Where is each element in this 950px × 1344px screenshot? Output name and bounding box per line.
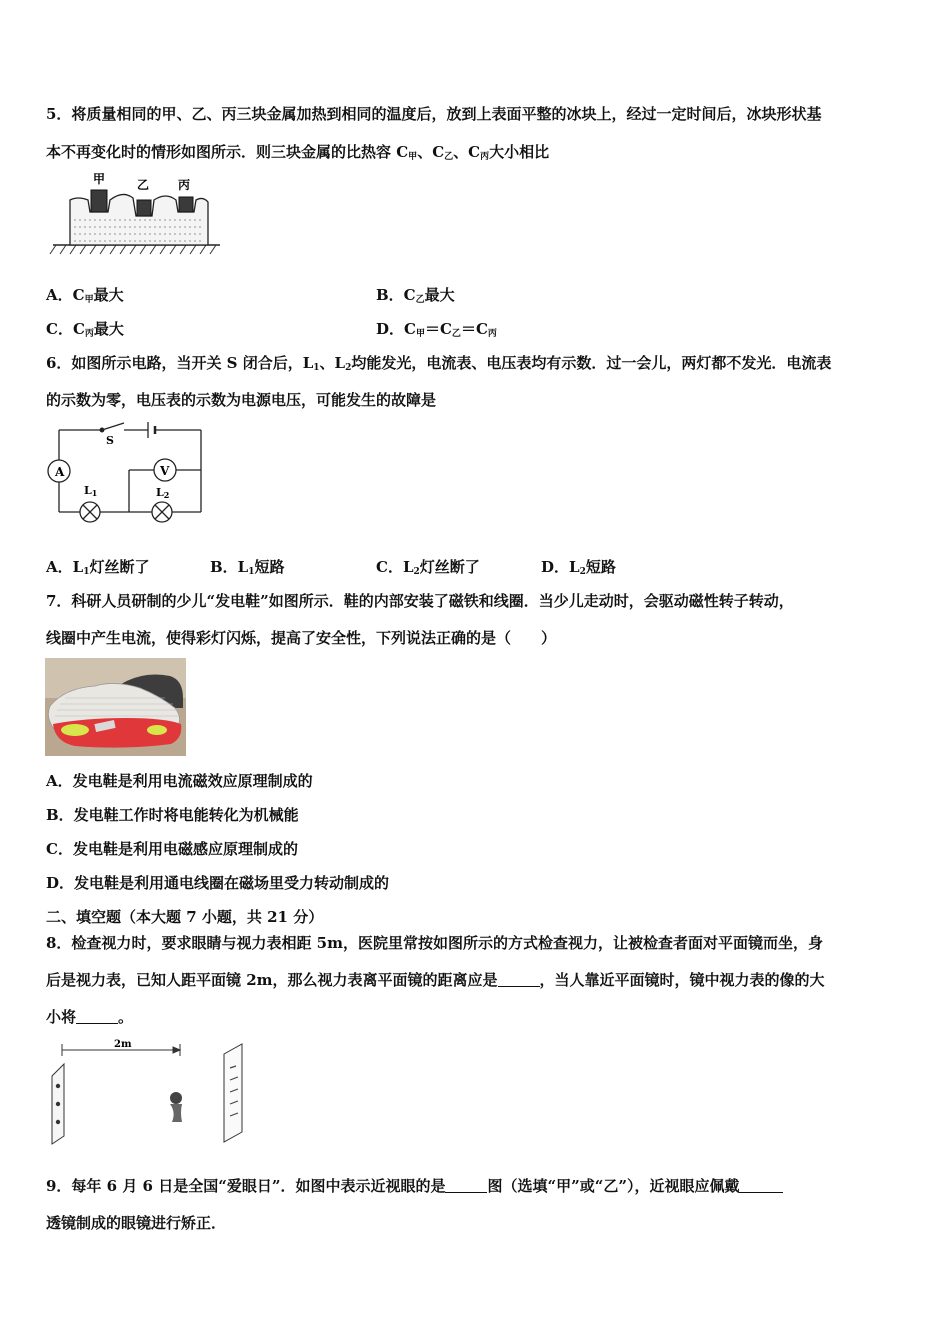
- q5-option-a[interactable]: A．$C_甲$最大: [46, 286, 124, 305]
- figure-label-jia: 甲: [93, 172, 106, 186]
- q7-option-b[interactable]: B．发电鞋工作时将电能转化为机械能: [46, 806, 299, 824]
- q6-circuit-figure: [44, 418, 206, 528]
- q7-option-a[interactable]: A．发电鞋是利用电流磁效应原理制成的: [46, 772, 313, 790]
- q8-answer-blank-2[interactable]: [76, 1010, 118, 1024]
- circuit-label-switch: S: [106, 434, 114, 447]
- q7-shoe-photo: [45, 658, 186, 756]
- q5-stem-line-1: 5．将质量相同的甲、乙、丙三块金属加热到相同的温度后，放到上表面平整的冰块上，经过一定时间后，冰块形状基: [46, 105, 822, 123]
- q8-mirror-figure: [44, 1036, 250, 1146]
- q9-answer-blank-1[interactable]: [445, 1179, 487, 1193]
- q6-stem-line-2: 的示数为零，电压表的示数为电源电压，可能发生的故障是: [46, 391, 437, 409]
- q5-option-d[interactable]: D．$C_甲=C_乙=C_丙$: [376, 320, 497, 339]
- q6-option-a[interactable]: A．$L_1$灯丝断了: [46, 558, 150, 577]
- q7-option-c[interactable]: C．发电鞋是利用电磁感应原理制成的: [46, 840, 298, 858]
- q9-stem-line-1: 9．每年 6 月 6 日是全国“爱眼日”．如图中表示近视眼的是 图（选填“甲”或“乙”），近视眼应佩戴: [46, 1175, 783, 1196]
- q6-stem-line-1: 6．如图所示电路，当开关 S 闭合后，$L_1$、$L_2$均能发光，电流表、电压表均有示数．过一会儿，两灯都不发光．电流表: [46, 354, 832, 373]
- q5-option-b[interactable]: B．$C_乙$最大: [376, 286, 455, 305]
- q8-stem-line-3: 小将 。: [46, 1008, 134, 1026]
- q9-answer-blank-2[interactable]: [739, 1179, 783, 1193]
- q7-stem-line-2: 线圈中产生电流，使得彩灯闪烁，提高了安全性，下列说法正确的是（ ）: [46, 629, 557, 647]
- q6-option-d[interactable]: D．$L_2$短路: [541, 558, 616, 577]
- circuit-label-voltmeter: V: [160, 464, 170, 478]
- figure-label-bing: 丙: [178, 178, 191, 192]
- q7-stem-line-1: 7．科研人员研制的少儿“发电鞋”如图所示．鞋的内部安装了磁铁和线圈．当少儿走动时，会驱动磁性转子转动，: [46, 592, 794, 610]
- figure-label-distance: 2m: [114, 1039, 132, 1050]
- q7-option-d[interactable]: D．发电鞋是利用通电线圈在磁场里受力转动制成的: [46, 874, 390, 892]
- circuit-label-ammeter: A: [55, 465, 65, 479]
- q8-stem-line-2: 后是视力表，已知人距平面镜 2m，那么视力表离平面镜的距离应是 ，当人靠近平面镜时，镜中视力表的像的大: [46, 971, 825, 989]
- figure-label-yi: 乙: [137, 178, 150, 192]
- circuit-label-l2: L2: [156, 486, 170, 500]
- q9-stem-line-2: 透镜制成的眼镜进行矫正．: [46, 1214, 227, 1232]
- q5-stem-line-2: 本不再变化时的情形如图所示．则三块金属的比热容 $C_甲$、$C_乙$、$C_丙$大小相比: [46, 143, 550, 162]
- q6-option-c[interactable]: C．$L_2$灯丝断了: [376, 558, 480, 577]
- section-heading-fill-in: 二、填空题（本大题 7 小题，共 21 分）: [46, 908, 324, 926]
- q8-answer-blank-1[interactable]: [498, 973, 540, 987]
- q6-option-b[interactable]: B．$L_1$短路: [210, 558, 285, 577]
- q5-ice-block-figure: [48, 170, 226, 258]
- circuit-label-l1: L1: [84, 484, 98, 498]
- q5-option-c[interactable]: C．$C_丙$最大: [46, 320, 124, 339]
- q8-stem-line-1: 8．检查视力时，要求眼睛与视力表相距 5m，医院里常按如图所示的方式检查视力，让被检查者面对平面镜而坐，身: [46, 934, 823, 952]
